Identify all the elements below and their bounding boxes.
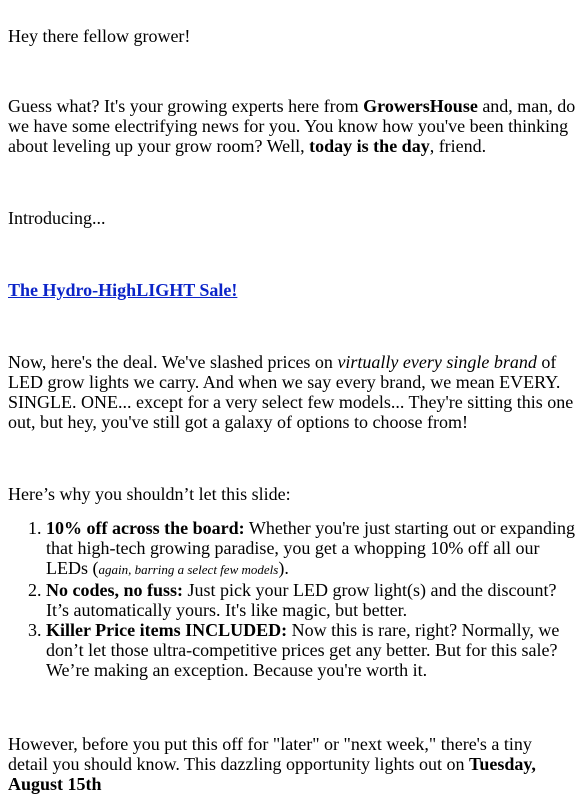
intro-text-1: Guess what? It's your growing experts here from — [8, 96, 364, 116]
greeting-text: Hey there fellow grower! — [8, 26, 191, 46]
why-heading: Here’s why you shouldn’t let this slide: — [8, 484, 291, 504]
reason-title: No codes, no fuss: — [46, 580, 184, 600]
reason-text: Just pick your LED grow light(s) and the discount? It’s automatically yours. It's like magic, but better. — [46, 580, 557, 620]
intro-text-2: and, man, do we have some electrifying news for you. You know how you've been thinking about leveling up your grow room? Well, — [8, 96, 576, 156]
reason-text: Now this is rare, right? Normally, we don’t let those ultra-competitive prices get any better. But for this sale? We’re making an exception. Because you're worth it. — [46, 620, 560, 680]
introducing-text: Introducing... — [8, 208, 106, 228]
reason-text: Whether you're just starting out or expanding that high-tech growing paradise, you get a whopping 10% off all our LEDs ( — [46, 518, 575, 578]
later-text: However, before you put this off for "later" or "next week," there's a tiny detail you should know. This dazzling opportunity lights out on — [8, 734, 532, 774]
deal-italic: virtually every single brand — [337, 352, 537, 372]
sale-link[interactable]: The Hydro-HighLIGHT Sale! — [8, 280, 238, 300]
deal-text-2: of LED grow lights we carry. And when we say every brand, we mean EVERY. SINGLE. ONE... except for a very select few models... They're sitting this one out, but hey, you've still got a galaxy of options to choose from! — [8, 352, 574, 432]
deadline-date: Tuesday, August 15th — [8, 754, 536, 794]
reason-end: ). — [278, 558, 289, 578]
list-item — [46, 518, 576, 580]
deal-text-1: Now, here's the deal. We've slashed prices on — [8, 352, 338, 372]
reason-title: Killer Price items INCLUDED: — [46, 620, 288, 640]
intro-emphasis: today is the day — [309, 136, 430, 156]
later-paragraph — [8, 734, 576, 794]
reasons-list — [8, 518, 576, 680]
intro-paragraph — [8, 96, 576, 156]
brand-name: GrowersHouse — [363, 96, 478, 116]
reason-title: 10% off across the board: — [46, 518, 245, 538]
deal-paragraph — [8, 352, 576, 432]
list-item — [46, 580, 576, 620]
sale-title — [8, 280, 576, 300]
intro-text-3: , friend. — [429, 136, 487, 156]
list-item — [46, 620, 576, 680]
reason-note: again, barring a select few models — [98, 562, 279, 577]
